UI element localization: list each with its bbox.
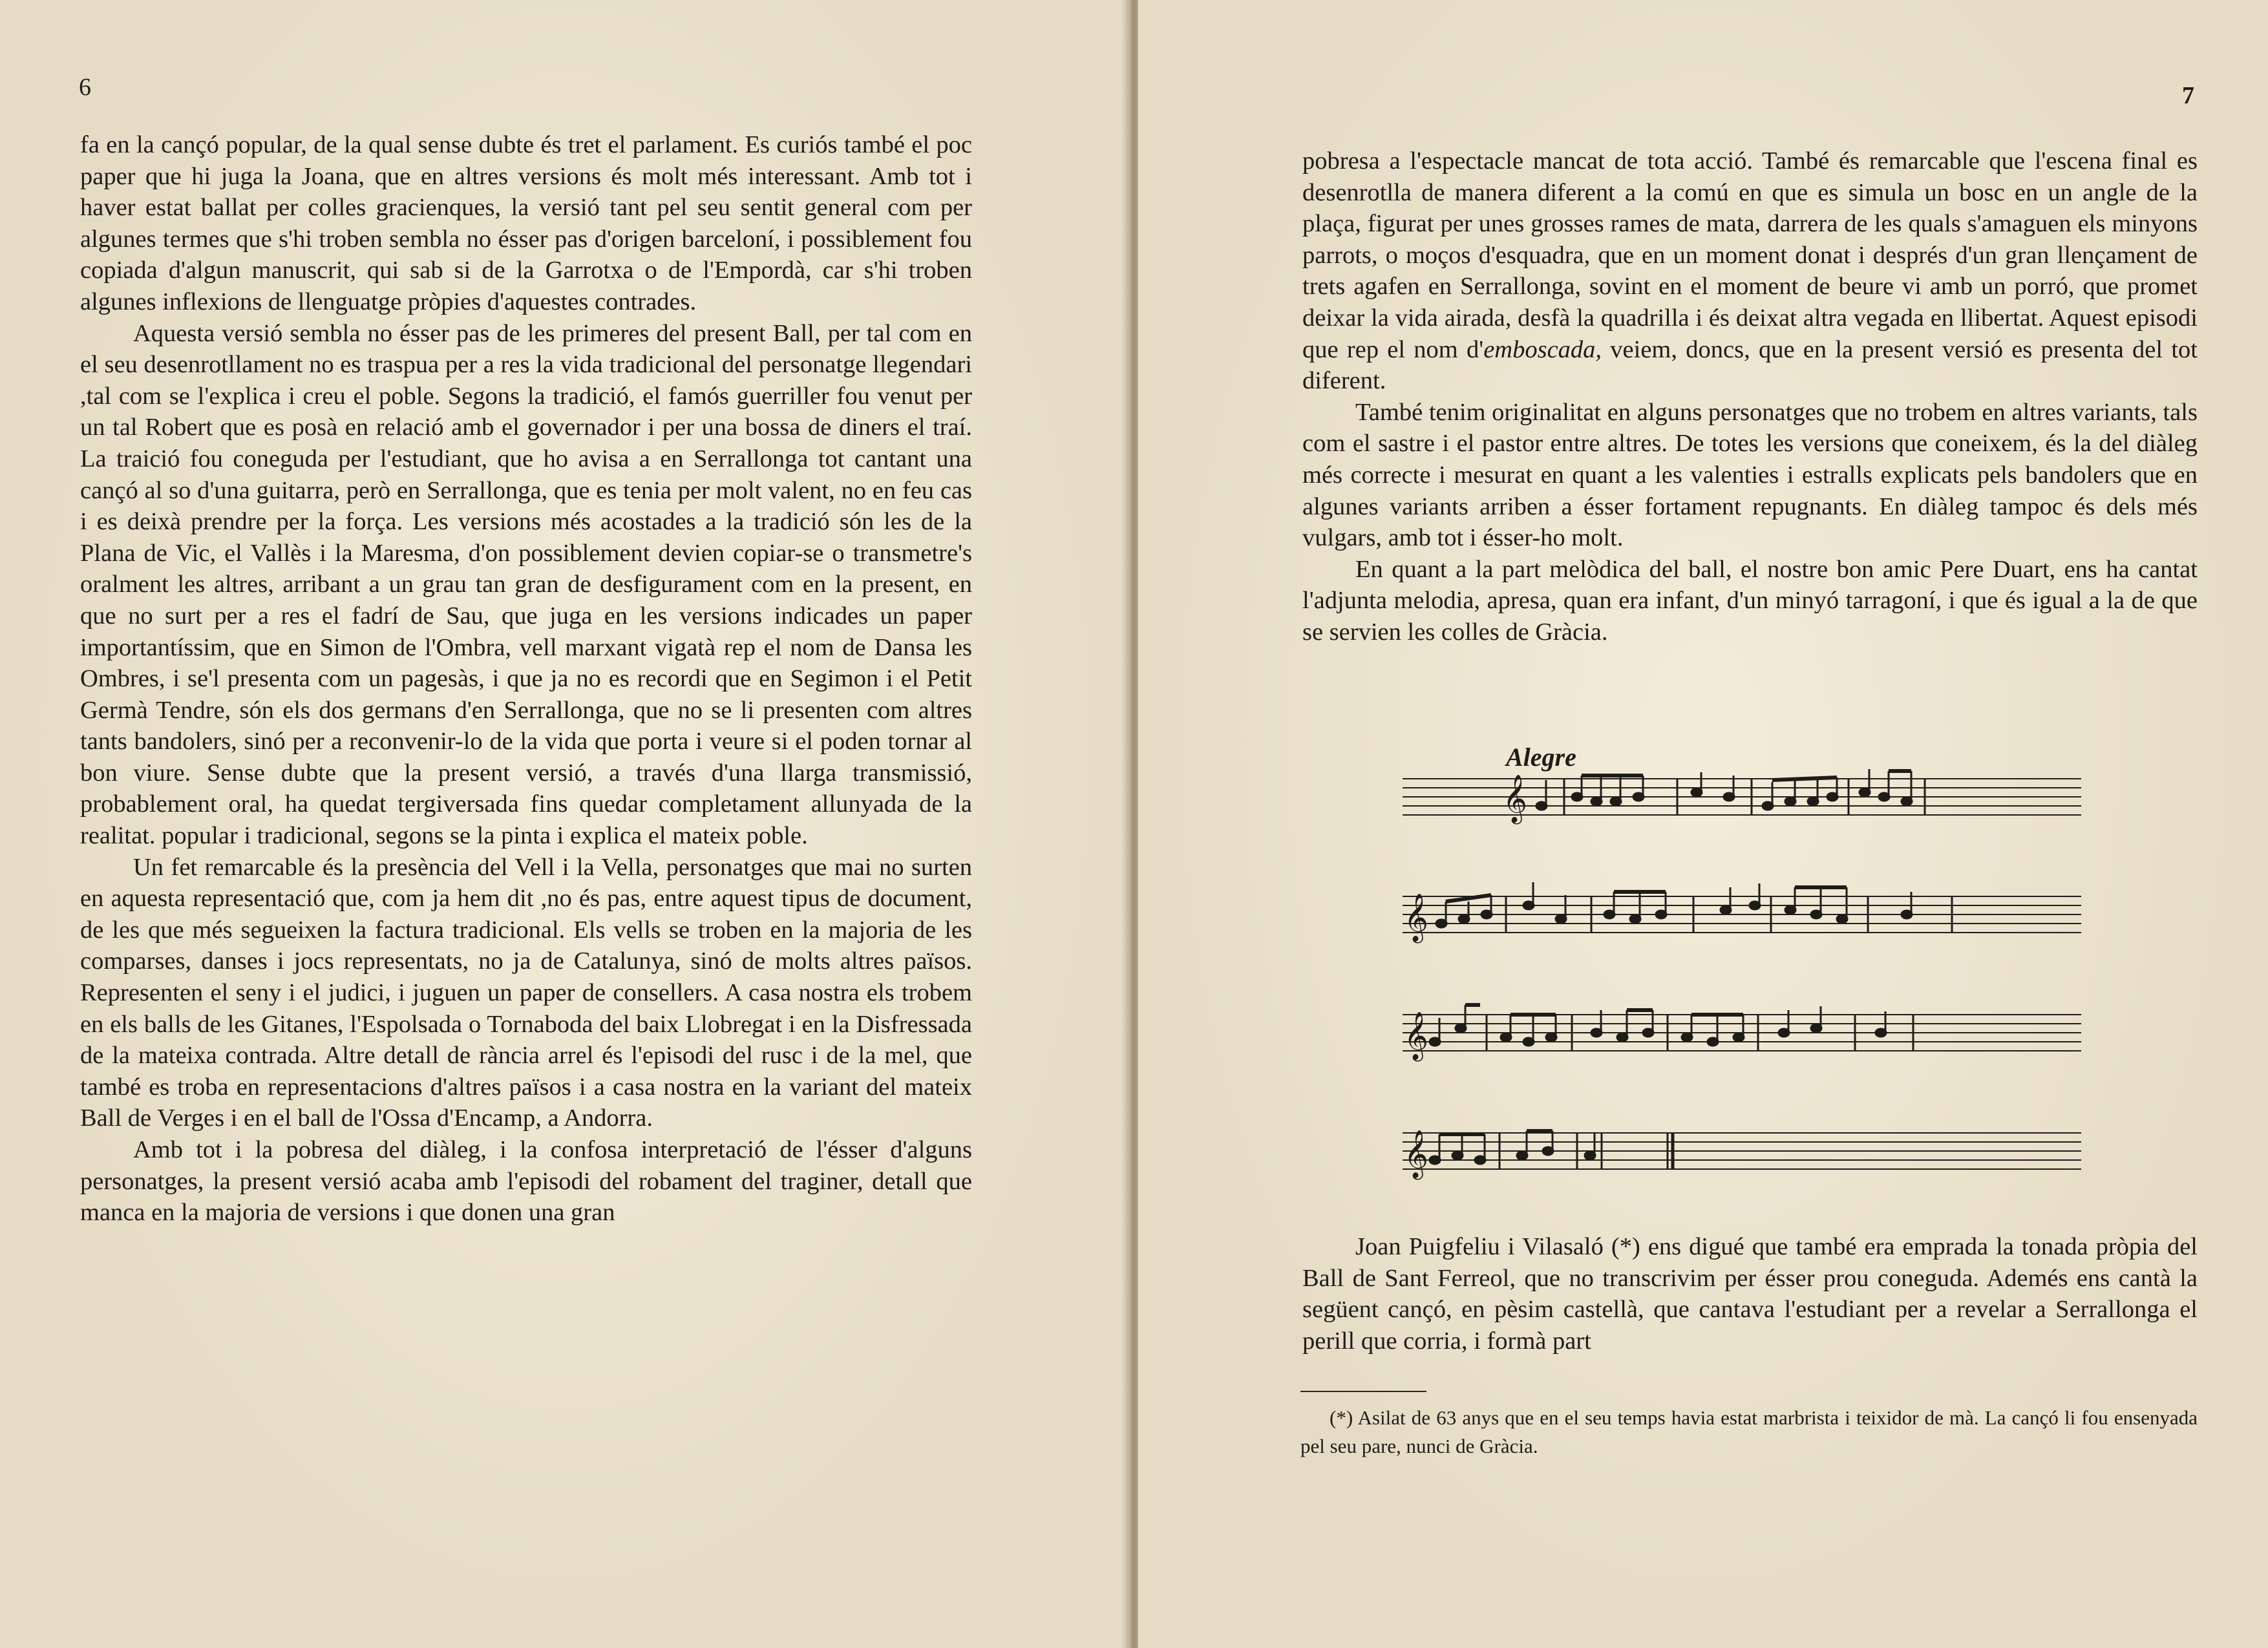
footnote-text: (*) Asilat de 63 anys que en el seu temps havia estat marbrista i teixidor de mà. La cançó li fou ensenyada pel seu pare, nunci de Gràcia. [1300, 1406, 2198, 1457]
paragraph [1302, 145, 2198, 397]
paragraph-text: pobresa a l'espectacle mancat de tota acció. També és remarcable que l'escena final es desenrotlla de manera diferent a la comú en que es simula un bosc en un angle de la plaça, figurat per unes grosses rames de mata, darrera de les quals s'amaguen els minyons parrots, o moços d'esquadra, que en un moment donat i després d'un gran llençament de trets agafen en Serrallonga, sovint en el moment de beure vi amb un porró, que promet deixar la vida airada, desfà la quadrilla i és deixat altra vegada en llibertat. Aquest episodi que rep el nom d' [1302, 147, 2198, 363]
barlines [1487, 779, 1952, 1169]
paragraph: Amb tot i la pobresa del diàleg, i la confosa interpretació de l'ésser d'alguns personatges, la present versió acaba amb l'episodi del robament del traginer, detall que manca en la majoria de versions i que donen una gran [80, 1136, 972, 1227]
footnote-rule [1300, 1391, 1426, 1392]
left-page-text [80, 129, 972, 1229]
paragraph: Joan Puigfeliu i Vilasaló (*) ens digué que també era emprada la tonada pròpia del Ball de Sant Ferreol, que no transcrivim per ésser prou coneguda. Ademés ens cantà la següent cançó, en pèsim castellà, que cantava l'estudiant per a revelar a Serrallonga el perill que corria, i formà part [1302, 1233, 2198, 1355]
right-page-text [1302, 145, 2198, 648]
music-staves-figure [1403, 740, 2088, 1205]
paragraph: Aquesta versió sembla no ésser pas de les primeres del present Ball, per tal com en el seu desenrotllament no es traspua per a res la vida tradicional del personatge llegendari ,tal com se l'explica i creu el poble. Segons la tradició, el famós guerriller fou venut per un tal Robert que es posà en relació amb el governador i per una bossa de diners el traí. La traició fou coneguda per l'estudiant, que ho avisa a en Serrallonga tot cantant una cançó al so d'una guitarra, però en Serrallonga, que es tenia per molt valent, no en feu cas i es deixà prendre per la força. Les versions més acostades a la tradició són les de la Plana de Vic, el Vallès i la Maresma, d'on possiblement devien copiar-se o transmetre's oralment les altres, arribant a un grau tan gran de desfigurament com en la present, en que no surt per a res el fadrí de Sau, que juga en les versions indicades un paper importantíssim, que en Simon de l'Ombra, vell marxant vigatà rep el nom de Dansa les Ombres, i se'l presenta com un pagesàs, i que ja no es recordi que en Segimon i el Petit Germà Tendre, són els dos germans d'en Serrallonga, que no se li presenten com altres tants bandolers, sinó per a reconvenir-lo de la vida que porta i veure si el poden tornar al bon viure. Sense dubte que la present versió, a través d'una llarga transmissió, probablement oral, ha quedat tergiversada fins quedar completament allunyada de la realitat. popular i tradicional, segons se la pinta i explica el mateix poble. [80, 319, 972, 850]
tempo-marking: Alegre [1506, 743, 1576, 772]
paragraph-text: veiem, doncs, que en la present versió es presenta del tot diferent. [1302, 335, 2198, 395]
svg-text:𝄞: 𝄞 [1404, 894, 1428, 942]
staff-system-4 [1403, 1133, 2081, 1169]
left-page [0, 0, 1132, 1648]
paragraph: fa en la cançó popular, de la qual sense dubte és tret el parlament. Es curiós també el poc paper que hi juga la Joana, que en altres versions és molt més interessant. Amb tot i haver estat ballat per colles gracienques, la versió tant pel seu sentit general com per algunes termes que s'hi troben sembla no ésser pas d'origen barceloní, i possiblement fou copiada d'algun manuscrit, qui sab si de la Garrotxa o de l'Empordà, car s'hi troben algunes inflexions de llenguatge pròpies d'aquestes contrades. [80, 131, 972, 315]
page-number: 7 [2182, 82, 2194, 109]
page-number: 6 [79, 74, 91, 101]
svg-text:𝄞: 𝄞 [1404, 1130, 1428, 1178]
clefs [1404, 775, 1527, 1180]
paragraph: També tenim originalitat en alguns personatges que no trobem en altres variants, tals com el sastre i el pastor entre altres. De totes les versions que coneixem, és la del diàleg més correcte i mesurat en quant a les valenties i estralls explicats pels bandolers que en algunes variants arriben a ésser fortament repugnants. En diàleg tampoc és dels més vulgars, amb tot i ésser-ho molt. [1302, 398, 2198, 552]
footnote [1300, 1404, 2198, 1461]
emphasized-term: emboscada, [1483, 335, 1602, 363]
staff-system-2 [1403, 896, 2081, 933]
svg-text:𝄞: 𝄞 [1404, 1012, 1428, 1060]
paragraph: Un fet remarcable és la presència del Vell i la Vella, personatges que mai no surten en aquesta representació que, com ja hem dit ,no és pas, entre aquest tipus de document, de les que més segueixen la factura tradicional. Els vells se troben en la majoria de les comparses, danses i jocs representats, no ja de Catalunya, sinó de molts altres països. Representen el seny i el judici, i juguen un paper de consellers. A casa nostra els trobem en els balls de les Gitanes, l'Espolsada o Tornaboda del baix Llobregat i en la Disfressada de la mateixa contrada. Altre detall de rància arrel és l'episodi del rusc i de la mel, que també es troba en representacions d'altres països i a casa nostra en la variant del mateix Ball de Verges i en el ball de l'Ossa d'Encamp, a Andorra. [80, 853, 972, 1132]
notes [1430, 769, 1912, 1164]
music-score [1403, 740, 2088, 1205]
paragraph: En quant a la part melòdica del ball, el nostre bon amic Pere Duart, ens ha cantat l'adjunta melodia, apresa, quan era infant, d'un minyó tarragoní, i que és igual a la de que se servien les colles de Gràcia. [1302, 555, 2198, 646]
svg-text:𝄞: 𝄞 [1503, 775, 1527, 823]
right-page-text-continued [1302, 1231, 2198, 1357]
